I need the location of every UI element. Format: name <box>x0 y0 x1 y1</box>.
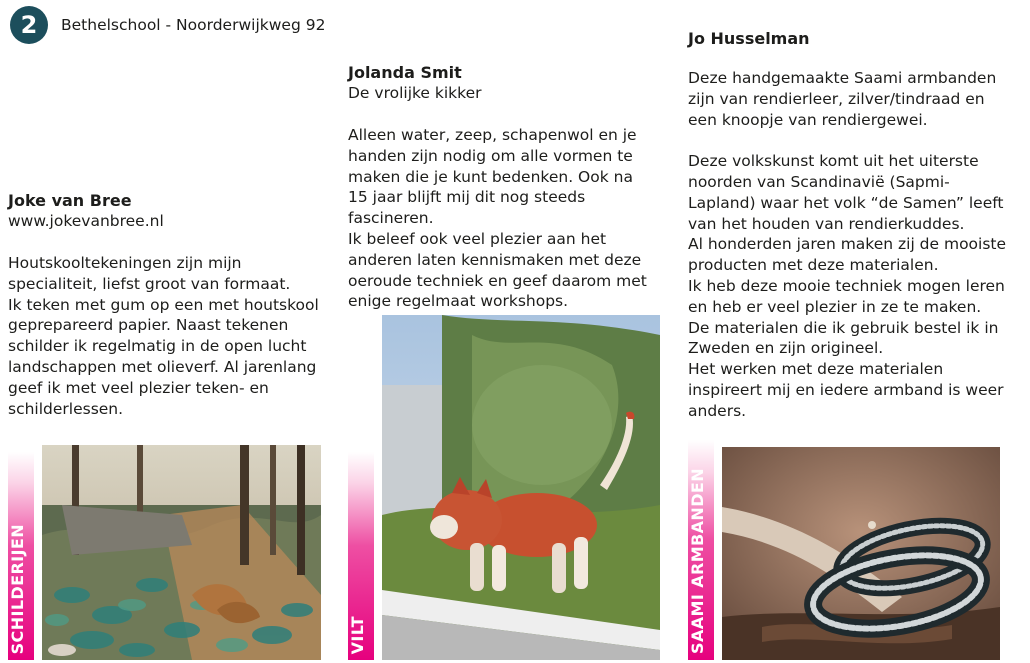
category-tab-vilt <box>348 452 374 660</box>
category-tab-label: SAAMI ARMBANDEN <box>688 468 707 654</box>
artist-description: Houtskooltekeningen zijn mijn specialiteit, liefst groot van formaat. Ik teken met gum op een met houtskool geprepareerd papier. Naast tekenen schilder ik regelmatig in de open lucht landschappen met olieverf. Al jarenlang geef ik met veel plezier teken- en schilderlessen. <box>8 254 319 418</box>
category-tab-saami-armbanden <box>688 440 714 660</box>
painting-image <box>42 445 321 660</box>
artist-name: Joke van Bree <box>8 191 132 210</box>
artist-description: Deze handgemaakte Saami armbanden zijn van rendierleer, zilver/tindraad en een knoopje van rendiergewei. Deze volkskunst komt uit het uiterste noorden van Scandinavië (Sapmi- Lapland) waar het volk “de Samen” leeft van het houden van rendierkuddes. Al honderden jaren maken zij de mooiste producten met deze materialen. Ik heb deze mooie techniek mogen leren en heb er veel plezier in ze te maken. De materialen die ik gebruik bestel ik in Zweden en zijn origineel. Het werken met deze materialen inspireert mij en iedere armband is weer anders. <box>688 69 1007 420</box>
artist-column-1 <box>8 190 328 419</box>
artist-name: Jo Husselman <box>688 29 810 48</box>
felt-cat-image <box>382 315 660 660</box>
artist-business-name: De vrolijke kikker <box>348 84 482 102</box>
category-tab-schilderijen <box>8 452 34 660</box>
bracelet-photo <box>722 447 1000 660</box>
category-tab-label: VILT <box>348 615 367 654</box>
painting-photo <box>42 445 321 660</box>
felt-cat-photo <box>382 315 660 660</box>
artist-column-3 <box>688 28 1023 422</box>
category-tab-label: SCHILDERIJEN <box>8 523 27 654</box>
bracelet-image <box>722 447 1000 660</box>
artist-column-2 <box>348 62 668 312</box>
page-number: 2 <box>20 11 38 39</box>
location-header: Bethelschool - Noorderwijkweg 92 <box>61 16 326 34</box>
artist-description: Alleen water, zeep, schapenwol en je handen zijn nodig om alle vormen te maken die je kunt bedenken. Ook na 15 jaar blijft mij dit nog steeds fascineren. Ik beleef ook veel plezier aan het anderen laten kennismaken met deze oeroude techniek en geef daarom met enige regelmaat workshops. <box>348 126 647 311</box>
artist-website[interactable]: www.jokevanbree.nl <box>8 212 164 230</box>
artist-name: Jolanda Smit <box>348 63 462 82</box>
page-number-badge <box>10 6 48 44</box>
